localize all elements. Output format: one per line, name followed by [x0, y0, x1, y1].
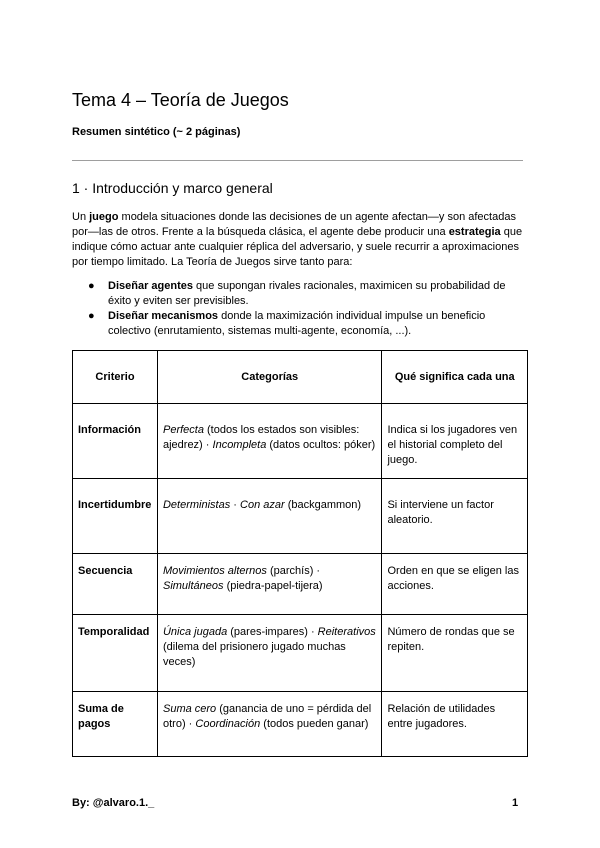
criterio-cell — [73, 479, 158, 554]
category-note: (parchís) · — [266, 565, 321, 577]
significado-cell — [382, 692, 528, 757]
intro-text: que indique cómo actuar ante cualquier réplica del adversario, y suele recurrir a aproximaciones por tiempo limitado. La Teoría de Juegos sirve tanto para: — [72, 226, 523, 268]
category-note: (pares-impares) · — [227, 626, 318, 638]
bullet-text: que supongan rivales racionales, maximicen su probabilidad de éxito y eviten ser previsibles. — [108, 280, 506, 307]
table-row — [73, 479, 528, 554]
column-header: Criterio — [73, 351, 158, 404]
category-note: (ganancia de uno = pérdida del otro) · — [162, 703, 372, 730]
criterio-label: Incertidumbre — [78, 499, 152, 511]
criterio-cell — [73, 615, 158, 692]
category-note: (todos pueden ganar) — [260, 718, 369, 730]
column-header: Categorías — [157, 351, 381, 404]
bullet-dot-icon: ● — [88, 280, 95, 292]
column-header: Qué significa cada una — [382, 351, 528, 404]
significado-text: Relación de utilidades entre jugadores. — [387, 703, 496, 730]
criteria-table — [72, 350, 528, 757]
criterio-cell — [73, 404, 158, 479]
category-name: Simultáneos — [162, 580, 224, 592]
category-note: (datos ocultos: póker) — [266, 439, 376, 451]
table-header-row — [73, 351, 528, 404]
criterio-cell — [73, 692, 158, 757]
bullet-list — [72, 279, 527, 339]
categorias-cell — [157, 554, 381, 615]
criterio-label: Temporalidad — [78, 626, 150, 638]
category-name: Reiterativos — [317, 626, 376, 638]
bullet-dot-icon: ● — [88, 310, 95, 322]
bullet-bold: Diseñar mecanismos — [108, 310, 219, 322]
category-name: Coordinación — [195, 718, 261, 730]
significado-text: Orden en que se eligen las acciones. — [387, 565, 519, 592]
category-name: Deterministas — [162, 499, 231, 511]
categorias-cell — [157, 404, 381, 479]
category-name: Movimientos alternos — [162, 565, 267, 577]
criterio-label: Información — [78, 424, 141, 436]
intro-bold-term: juego — [89, 211, 119, 223]
category-name: Incompleta — [212, 439, 267, 451]
intro-paragraph — [72, 210, 527, 270]
categorias-cell — [157, 479, 381, 554]
category-name: Con azar — [240, 499, 285, 511]
category-name: Única jugada — [162, 626, 228, 638]
significado-cell — [382, 615, 528, 692]
significado-text: Indica si los jugadores ven el historial completo del juego. — [387, 424, 518, 466]
section-heading: 1 · Introducción y marco general — [72, 180, 273, 196]
significado-text: Si interviene un factor aleatorio. — [387, 499, 494, 526]
category-name: Perfecta — [162, 424, 204, 436]
table-row — [73, 615, 528, 692]
bullet-text: donde la maximización individual impulse un beneficio colectivo (enrutamiento, sistemas multi-agente, economía, ...). — [108, 310, 486, 337]
category-note: (backgammon) — [284, 499, 362, 511]
intro-text: modela situaciones donde las decisiones de un agente afectan—y son afectadas por—las de otros. Frente a la búsqueda clásica, el agente debe producir una — [72, 211, 516, 238]
criterio-label: Suma de pagos — [78, 703, 124, 730]
page-title: Tema 4 – Teoría de Juegos — [72, 90, 289, 110]
page-number: 1 — [512, 797, 519, 809]
significado-text: Número de rondas que se repiten. — [387, 626, 515, 653]
category-name: Suma cero — [162, 703, 217, 715]
table-row — [73, 404, 528, 479]
criterio-label: Secuencia — [78, 565, 133, 577]
categorias-cell — [157, 615, 381, 692]
categorias-cell — [157, 692, 381, 757]
table-row — [73, 554, 528, 615]
criterio-cell — [73, 554, 158, 615]
table-row — [73, 692, 528, 757]
category-note: · — [230, 499, 241, 511]
bullet-item — [72, 309, 527, 339]
bullet-item — [72, 279, 527, 309]
bullet-bold: Diseñar agentes — [108, 280, 193, 292]
significado-cell — [382, 554, 528, 615]
horizontal-divider — [72, 160, 523, 161]
intro-text: Un — [72, 211, 90, 223]
intro-bold-term: estrategia — [448, 226, 501, 238]
significado-cell — [382, 479, 528, 554]
footer-author: By: @alvaro.1._ — [72, 797, 155, 809]
category-note: (piedra-papel-tijera) — [223, 580, 323, 592]
category-note: (dilema del prisionero jugado muchas veces) — [162, 641, 346, 668]
category-note: (todos los estados son visibles: ajedrez) · — [162, 424, 360, 451]
subtitle: Resumen sintético (~ 2 páginas) — [72, 126, 241, 138]
significado-cell — [382, 404, 528, 479]
